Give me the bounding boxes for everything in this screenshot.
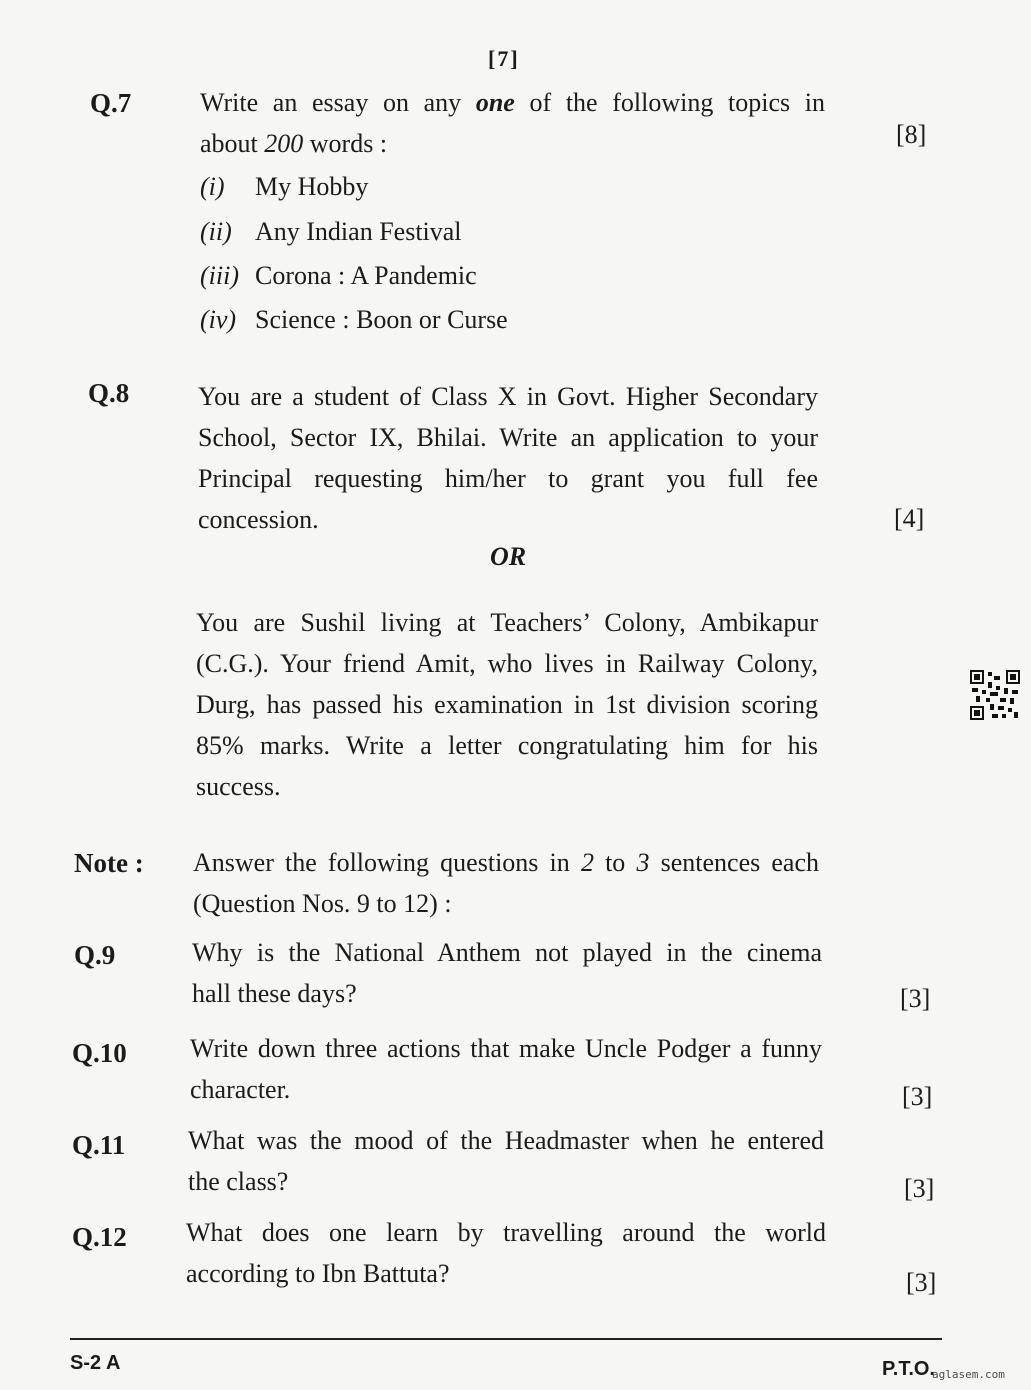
- question-8-alt-line-2: (C.G.). Your friend Amit, who lives in Railway Colony,: [196, 649, 818, 678]
- note-line-2: (Question Nos. 9 to 12) :: [193, 889, 452, 918]
- question-9-number: Q.9: [74, 940, 116, 970]
- question-8-alt-line-4: 85% marks. Write a letter congratulating him for his: [196, 731, 818, 760]
- question-11-line-2: the class?: [188, 1167, 289, 1196]
- watermark: aglasem.com: [932, 1368, 1005, 1381]
- question-9-line-1: Why is the National Anthem not played in the cinema: [192, 938, 822, 967]
- question-10-line-1: Write down three actions that make Uncle Podger a funny: [190, 1034, 822, 1063]
- question-9-text: [192, 932, 822, 1014]
- question-8-line-4: concession.: [198, 505, 319, 534]
- essay-topic-4: (iv) Science : Boon or Curse: [200, 305, 508, 334]
- question-7-line-1: Write an essay on any one of the following topics in: [200, 88, 825, 117]
- question-10-marks: [3]: [902, 1082, 933, 1111]
- question-8-line-3: Principal requesting him/her to grant you full fee: [198, 464, 818, 493]
- question-7-number: Q.7: [90, 88, 132, 118]
- question-11-text: [188, 1120, 824, 1202]
- question-12-line-1: What does one learn by travelling around the world: [186, 1218, 826, 1247]
- question-11-line-1: What was the mood of the Headmaster when he entered: [188, 1126, 824, 1155]
- please-turn-over: P.T.O.: [882, 1358, 935, 1380]
- question-8-marks: [4]: [894, 504, 925, 533]
- question-8-line-1: You are a student of Class X in Govt. Higher Secondary: [198, 382, 818, 411]
- question-10-line-2: character.: [190, 1075, 291, 1104]
- question-11-marks: [3]: [904, 1174, 935, 1203]
- question-9-line-2: hall these days?: [192, 979, 357, 1008]
- note-text: [193, 842, 819, 924]
- question-11-number: Q.11: [72, 1130, 126, 1160]
- question-8-alt-line-5: success.: [196, 772, 281, 801]
- question-8-alternative-text: [196, 602, 818, 807]
- question-8-number: Q.8: [88, 378, 130, 408]
- note-label: Note :: [74, 848, 144, 878]
- question-8-alt-line-1: You are Sushil living at Teachers’ Colony, Ambikapur: [196, 608, 818, 637]
- question-8-line-2: School, Sector IX, Bhilai. Write an application to your: [198, 423, 818, 452]
- question-12-marks: [3]: [906, 1268, 937, 1297]
- question-8-alt-line-3: Durg, has passed his examination in 1st division scoring: [196, 690, 818, 719]
- paper-code: S-2 A: [70, 1352, 121, 1374]
- or-divider: OR: [490, 542, 527, 571]
- qr-code-icon: [970, 670, 1020, 720]
- question-12-line-2: according to Ibn Battuta?: [186, 1259, 450, 1288]
- note-line-1: Answer the following questions in 2 to 3 sentences each: [193, 848, 820, 877]
- question-7-text: [200, 82, 825, 164]
- question-10-text: [190, 1028, 822, 1110]
- essay-topic-1: (i) My Hobby: [200, 172, 369, 201]
- question-12-text: [186, 1212, 826, 1294]
- essay-topic-2: (ii) Any Indian Festival: [200, 217, 462, 246]
- question-12-number: Q.12: [72, 1222, 127, 1252]
- question-8-text: [198, 376, 818, 540]
- essay-topic-3: (iii) Corona : A Pandemic: [200, 261, 477, 290]
- question-10-number: Q.10: [72, 1038, 127, 1068]
- question-7-line-2: about 200 words :: [200, 129, 388, 158]
- question-7-marks: [8]: [896, 120, 927, 149]
- question-9-marks: [3]: [900, 984, 931, 1013]
- footer-divider: [70, 1338, 942, 1340]
- page-number: [7]: [488, 46, 520, 71]
